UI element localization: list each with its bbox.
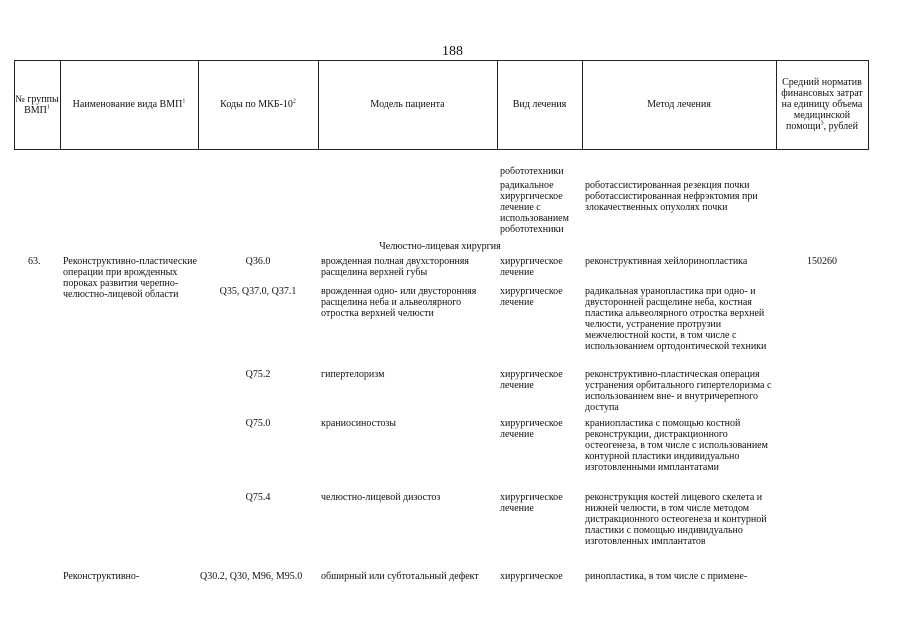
header-vmp-name: Наименование вида ВМП$^1$ bbox=[72, 98, 186, 110]
treatment-cell: хирургическое bbox=[500, 571, 563, 582]
patient-model-cell: врожденная одно- или двусторонняя расщелина неба и альвеолярного отростка верхней челюсти bbox=[321, 286, 477, 319]
treatment-cell: хирургическое лечение bbox=[500, 492, 563, 514]
method-cell: реконструктивная хейлоринопластика bbox=[585, 256, 748, 267]
method-cell: реконструктивно-пластическая операция устранения орбитального гипертелоризма с использованием вне- и внутричерепного доступа bbox=[585, 369, 772, 413]
method-cell: роботассистированная резекция почки роботассистированная нефрэктомия при злокачественных опухолях почки bbox=[585, 180, 758, 213]
icd-code-cell: Q75.2 bbox=[245, 369, 271, 380]
icd-code-cell: Q75.4 bbox=[245, 492, 271, 503]
page-number: 188 bbox=[442, 44, 463, 59]
treatment-cell: робототехники bbox=[500, 166, 564, 177]
patient-model-cell: краниосиностозы bbox=[321, 418, 396, 429]
treatment-cell: хирургическое лечение bbox=[500, 286, 563, 308]
header-icd-codes: Коды по МКБ-$10^2$ bbox=[220, 98, 296, 110]
method-cell: реконструкция костей лицевого скелета и нижней челюсти, в том числе методом дистракционного остеогенеза и контурной пластики с помощью индивидуально изготовленных имплантатов bbox=[585, 492, 767, 547]
header-treatment-method: Метод лечения bbox=[647, 99, 711, 110]
header-group-number: № группы ВМП$^1$ bbox=[15, 93, 59, 116]
header-patient-model: Модель пациента bbox=[370, 99, 445, 110]
treatment-cell: хирургическое лечение bbox=[500, 418, 563, 440]
group-number: 63. bbox=[28, 256, 41, 267]
icd-code-cell: Q30.2, Q30, M96, M95.0 bbox=[200, 571, 303, 582]
patient-model-cell: врожденная полная двухсторонняя расщелина верхней губы bbox=[321, 256, 470, 278]
treatment-cell: хирургическое лечение bbox=[500, 256, 563, 278]
header-bottom-border bbox=[14, 149, 868, 150]
icd-code-cell: Q35, Q37.0, Q37.1 bbox=[219, 286, 297, 297]
treatment-cell: радикальное хирургическое лечение с использованием робототехники bbox=[500, 180, 569, 235]
patient-model-cell: гипертелоризм bbox=[321, 369, 385, 380]
cost-cell: 150260 bbox=[807, 256, 837, 267]
header-average-cost: Средний норматив финансовых затрат на единицу объема медицинской помощи$^3$, рублей bbox=[781, 77, 863, 132]
method-cell: ринопластика, в том числе с примене- bbox=[585, 571, 748, 582]
method-cell: краниопластика с помощью костной реконструкции, дистракционного остеогенеза, в том числе с использованием контурной пластики индивидуально изготовленными имплантатами bbox=[585, 418, 768, 473]
patient-model-cell: челюстно-лицевой дизостоз bbox=[321, 492, 441, 503]
section-title: Челюстно-лицевая хирургия bbox=[379, 241, 501, 252]
vmp-name-cell: Реконструктивно- bbox=[63, 571, 140, 582]
vmp-name-cell: Реконструктивно-пластические операции при врожденных пороках развития черепно-челюстно-лицевой области bbox=[63, 256, 197, 300]
patient-model-cell: обширный или субтотальный дефект bbox=[321, 571, 479, 582]
header-treatment-type: Вид лечения bbox=[512, 99, 567, 110]
icd-code-cell: Q75.0 bbox=[245, 418, 271, 429]
method-cell: радикальная уранопластика при одно- и двусторонней расщелине неба, костная пластика альвеолярного отростка верхней челюсти, устранение протрузии межчелюстной кости, в том числе с использованием ортодонтической техники bbox=[585, 286, 767, 352]
treatment-cell: хирургическое лечение bbox=[500, 369, 563, 391]
header-divider bbox=[868, 60, 869, 150]
icd-code-cell: Q36.0 bbox=[245, 256, 271, 267]
